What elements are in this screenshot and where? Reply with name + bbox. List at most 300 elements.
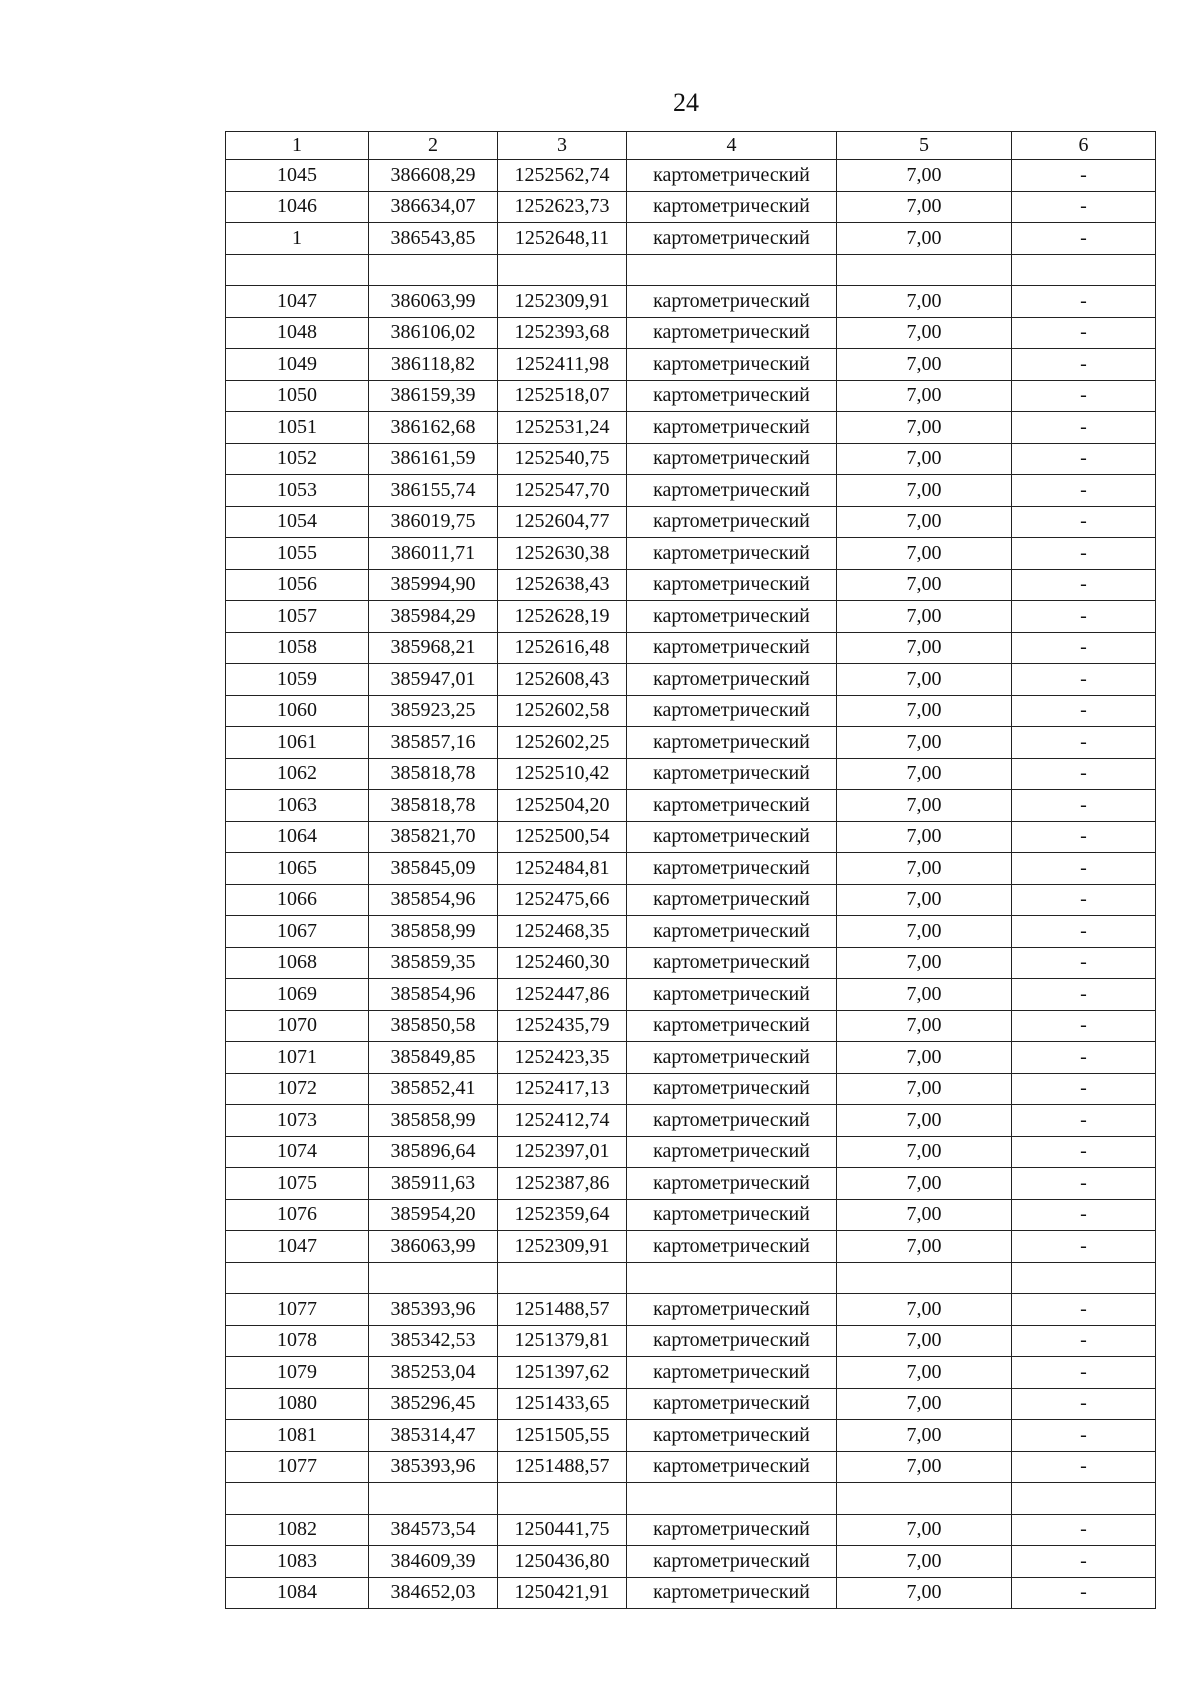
point-number-cell: 1055 bbox=[226, 538, 369, 570]
note-cell: - bbox=[1012, 475, 1156, 507]
point-number-cell: 1 bbox=[226, 223, 369, 255]
accuracy-cell: 7,00 bbox=[837, 1294, 1012, 1326]
note-cell: - bbox=[1012, 1168, 1156, 1200]
y-coordinate-cell: 1252623,73 bbox=[498, 191, 627, 223]
accuracy-cell: 7,00 bbox=[837, 758, 1012, 790]
x-coordinate-cell: 385923,25 bbox=[369, 695, 498, 727]
note-cell bbox=[1012, 254, 1156, 286]
note-cell: - bbox=[1012, 349, 1156, 381]
y-coordinate-cell: 1252616,48 bbox=[498, 632, 627, 664]
method-cell: картометрический bbox=[627, 632, 837, 664]
table-row bbox=[226, 317, 1156, 349]
point-number-cell: 1054 bbox=[226, 506, 369, 538]
method-cell bbox=[627, 1483, 837, 1515]
method-cell: картометрический bbox=[627, 569, 837, 601]
accuracy-cell: 7,00 bbox=[837, 1231, 1012, 1263]
table-row bbox=[226, 1420, 1156, 1452]
point-number-cell: 1065 bbox=[226, 853, 369, 885]
accuracy-cell bbox=[837, 254, 1012, 286]
point-number-cell: 1076 bbox=[226, 1199, 369, 1231]
method-cell: картометрический bbox=[627, 1042, 837, 1074]
table-row bbox=[226, 349, 1156, 381]
point-number-cell: 1047 bbox=[226, 1231, 369, 1263]
note-cell: - bbox=[1012, 1136, 1156, 1168]
y-coordinate-cell: 1252309,91 bbox=[498, 286, 627, 318]
table-row bbox=[226, 853, 1156, 885]
y-coordinate-cell: 1252604,77 bbox=[498, 506, 627, 538]
y-coordinate-cell: 1252359,64 bbox=[498, 1199, 627, 1231]
accuracy-cell: 7,00 bbox=[837, 1168, 1012, 1200]
point-number-cell: 1062 bbox=[226, 758, 369, 790]
point-number-cell: 1053 bbox=[226, 475, 369, 507]
note-cell: - bbox=[1012, 821, 1156, 853]
accuracy-cell: 7,00 bbox=[837, 1010, 1012, 1042]
note-cell: - bbox=[1012, 979, 1156, 1011]
table-row bbox=[226, 506, 1156, 538]
y-coordinate-cell: 1252397,01 bbox=[498, 1136, 627, 1168]
accuracy-cell: 7,00 bbox=[837, 632, 1012, 664]
method-cell: картометрический bbox=[627, 947, 837, 979]
y-coordinate-cell: 1252417,13 bbox=[498, 1073, 627, 1105]
note-cell: - bbox=[1012, 1231, 1156, 1263]
point-number-cell: 1074 bbox=[226, 1136, 369, 1168]
method-cell: картометрический bbox=[627, 979, 837, 1011]
column-number-2: 2 bbox=[369, 132, 498, 160]
x-coordinate-cell: 384652,03 bbox=[369, 1577, 498, 1609]
point-number-cell: 1056 bbox=[226, 569, 369, 601]
point-number-cell: 1072 bbox=[226, 1073, 369, 1105]
x-coordinate-cell: 385858,99 bbox=[369, 1105, 498, 1137]
x-coordinate-cell: 385954,20 bbox=[369, 1199, 498, 1231]
table-row bbox=[226, 1105, 1156, 1137]
accuracy-cell: 7,00 bbox=[837, 286, 1012, 318]
column-number-5: 5 bbox=[837, 132, 1012, 160]
accuracy-cell: 7,00 bbox=[837, 317, 1012, 349]
method-cell bbox=[627, 254, 837, 286]
accuracy-cell: 7,00 bbox=[837, 475, 1012, 507]
note-cell: - bbox=[1012, 664, 1156, 696]
table-row bbox=[226, 538, 1156, 570]
accuracy-cell: 7,00 bbox=[837, 853, 1012, 885]
method-cell: картометрический bbox=[627, 1357, 837, 1389]
table-row bbox=[226, 1010, 1156, 1042]
x-coordinate-cell: 385818,78 bbox=[369, 790, 498, 822]
method-cell: картометрический bbox=[627, 538, 837, 570]
table-row bbox=[226, 632, 1156, 664]
x-coordinate-cell: 386162,68 bbox=[369, 412, 498, 444]
note-cell: - bbox=[1012, 1514, 1156, 1546]
point-number-cell: 1047 bbox=[226, 286, 369, 318]
table-row bbox=[226, 916, 1156, 948]
x-coordinate-cell bbox=[369, 1483, 498, 1515]
point-number-cell: 1075 bbox=[226, 1168, 369, 1200]
table-row bbox=[226, 1199, 1156, 1231]
table-row bbox=[226, 1294, 1156, 1326]
y-coordinate-cell: 1252540,75 bbox=[498, 443, 627, 475]
point-number-cell: 1045 bbox=[226, 160, 369, 192]
table-row bbox=[226, 1042, 1156, 1074]
x-coordinate-cell: 385896,64 bbox=[369, 1136, 498, 1168]
accuracy-cell: 7,00 bbox=[837, 1325, 1012, 1357]
table-row bbox=[226, 758, 1156, 790]
table-row bbox=[226, 727, 1156, 759]
accuracy-cell bbox=[837, 1262, 1012, 1294]
x-coordinate-cell: 385253,04 bbox=[369, 1357, 498, 1389]
x-coordinate-cell: 384573,54 bbox=[369, 1514, 498, 1546]
y-coordinate-cell: 1252547,70 bbox=[498, 475, 627, 507]
method-cell: картометрический bbox=[627, 790, 837, 822]
point-number-cell: 1071 bbox=[226, 1042, 369, 1074]
method-cell: картометрический bbox=[627, 443, 837, 475]
table-row bbox=[226, 412, 1156, 444]
table-row bbox=[226, 1136, 1156, 1168]
x-coordinate-cell bbox=[369, 254, 498, 286]
note-cell: - bbox=[1012, 790, 1156, 822]
x-coordinate-cell: 386063,99 bbox=[369, 1231, 498, 1263]
table-row bbox=[226, 569, 1156, 601]
method-cell: картометрический bbox=[627, 1294, 837, 1326]
y-coordinate-cell: 1252608,43 bbox=[498, 664, 627, 696]
method-cell: картометрический bbox=[627, 1168, 837, 1200]
method-cell: картометрический bbox=[627, 727, 837, 759]
point-number-cell: 1073 bbox=[226, 1105, 369, 1137]
table-row bbox=[226, 601, 1156, 633]
accuracy-cell: 7,00 bbox=[837, 916, 1012, 948]
method-cell: картометрический bbox=[627, 1010, 837, 1042]
x-coordinate-cell: 385968,21 bbox=[369, 632, 498, 664]
note-cell: - bbox=[1012, 380, 1156, 412]
table-row bbox=[226, 1231, 1156, 1263]
x-coordinate-cell: 385849,85 bbox=[369, 1042, 498, 1074]
contour-separator-row bbox=[226, 1483, 1156, 1515]
y-coordinate-cell: 1252531,24 bbox=[498, 412, 627, 444]
accuracy-cell: 7,00 bbox=[837, 601, 1012, 633]
x-coordinate-cell: 385857,16 bbox=[369, 727, 498, 759]
column-number-6: 6 bbox=[1012, 132, 1156, 160]
y-coordinate-cell: 1250441,75 bbox=[498, 1514, 627, 1546]
accuracy-cell: 7,00 bbox=[837, 506, 1012, 538]
method-cell: картометрический bbox=[627, 1577, 837, 1609]
note-cell: - bbox=[1012, 1325, 1156, 1357]
y-coordinate-cell: 1252510,42 bbox=[498, 758, 627, 790]
accuracy-cell: 7,00 bbox=[837, 1136, 1012, 1168]
x-coordinate-cell: 385859,35 bbox=[369, 947, 498, 979]
x-coordinate-cell: 386159,39 bbox=[369, 380, 498, 412]
x-coordinate-cell: 386106,02 bbox=[369, 317, 498, 349]
note-cell: - bbox=[1012, 223, 1156, 255]
column-number-row bbox=[226, 132, 1156, 160]
method-cell: картометрический bbox=[627, 821, 837, 853]
accuracy-cell: 7,00 bbox=[837, 1577, 1012, 1609]
x-coordinate-cell: 385296,45 bbox=[369, 1388, 498, 1420]
y-coordinate-cell bbox=[498, 254, 627, 286]
method-cell: картометрический bbox=[627, 223, 837, 255]
table-row bbox=[226, 1514, 1156, 1546]
point-number-cell: 1082 bbox=[226, 1514, 369, 1546]
accuracy-cell: 7,00 bbox=[837, 1073, 1012, 1105]
y-coordinate-cell: 1252447,86 bbox=[498, 979, 627, 1011]
method-cell: картометрический bbox=[627, 1451, 837, 1483]
table-row bbox=[226, 1168, 1156, 1200]
x-coordinate-cell: 385850,58 bbox=[369, 1010, 498, 1042]
accuracy-cell: 7,00 bbox=[837, 884, 1012, 916]
y-coordinate-cell: 1252475,66 bbox=[498, 884, 627, 916]
point-number-cell: 1068 bbox=[226, 947, 369, 979]
note-cell: - bbox=[1012, 1388, 1156, 1420]
x-coordinate-cell: 385314,47 bbox=[369, 1420, 498, 1452]
x-coordinate-cell: 385854,96 bbox=[369, 884, 498, 916]
point-number-cell: 1052 bbox=[226, 443, 369, 475]
y-coordinate-cell: 1252468,35 bbox=[498, 916, 627, 948]
x-coordinate-cell: 386161,59 bbox=[369, 443, 498, 475]
method-cell: картометрический bbox=[627, 286, 837, 318]
x-coordinate-cell: 385984,29 bbox=[369, 601, 498, 633]
y-coordinate-cell bbox=[498, 1483, 627, 1515]
accuracy-cell: 7,00 bbox=[837, 695, 1012, 727]
note-cell: - bbox=[1012, 443, 1156, 475]
accuracy-cell: 7,00 bbox=[837, 1357, 1012, 1389]
point-number-cell bbox=[226, 1262, 369, 1294]
x-coordinate-cell: 386608,29 bbox=[369, 160, 498, 192]
accuracy-cell bbox=[837, 1483, 1012, 1515]
x-coordinate-cell: 386118,82 bbox=[369, 349, 498, 381]
note-cell: - bbox=[1012, 947, 1156, 979]
point-number-cell: 1059 bbox=[226, 664, 369, 696]
note-cell: - bbox=[1012, 1577, 1156, 1609]
note-cell: - bbox=[1012, 1010, 1156, 1042]
accuracy-cell: 7,00 bbox=[837, 1042, 1012, 1074]
x-coordinate-cell: 385845,09 bbox=[369, 853, 498, 885]
accuracy-cell: 7,00 bbox=[837, 412, 1012, 444]
point-number-cell: 1046 bbox=[226, 191, 369, 223]
table-row bbox=[226, 821, 1156, 853]
point-number-cell: 1064 bbox=[226, 821, 369, 853]
table-row bbox=[226, 1388, 1156, 1420]
point-number-cell: 1049 bbox=[226, 349, 369, 381]
note-cell: - bbox=[1012, 1042, 1156, 1074]
note-cell: - bbox=[1012, 191, 1156, 223]
accuracy-cell: 7,00 bbox=[837, 790, 1012, 822]
note-cell: - bbox=[1012, 1451, 1156, 1483]
y-coordinate-cell: 1252423,35 bbox=[498, 1042, 627, 1074]
note-cell: - bbox=[1012, 853, 1156, 885]
y-coordinate-cell: 1251488,57 bbox=[498, 1451, 627, 1483]
y-coordinate-cell: 1252638,43 bbox=[498, 569, 627, 601]
accuracy-cell: 7,00 bbox=[837, 1199, 1012, 1231]
y-coordinate-cell: 1251397,62 bbox=[498, 1357, 627, 1389]
y-coordinate-cell: 1252500,54 bbox=[498, 821, 627, 853]
note-cell: - bbox=[1012, 1073, 1156, 1105]
note-cell: - bbox=[1012, 1546, 1156, 1578]
method-cell: картометрический bbox=[627, 695, 837, 727]
point-number-cell: 1057 bbox=[226, 601, 369, 633]
table-row bbox=[226, 790, 1156, 822]
table-row bbox=[226, 979, 1156, 1011]
x-coordinate-cell: 386063,99 bbox=[369, 286, 498, 318]
y-coordinate-cell: 1252562,74 bbox=[498, 160, 627, 192]
table-row bbox=[226, 1577, 1156, 1609]
method-cell: картометрический bbox=[627, 317, 837, 349]
y-coordinate-cell: 1252484,81 bbox=[498, 853, 627, 885]
table-row bbox=[226, 1451, 1156, 1483]
point-number-cell: 1067 bbox=[226, 916, 369, 948]
point-number-cell: 1070 bbox=[226, 1010, 369, 1042]
note-cell: - bbox=[1012, 727, 1156, 759]
method-cell: картометрический bbox=[627, 349, 837, 381]
y-coordinate-cell: 1250436,80 bbox=[498, 1546, 627, 1578]
x-coordinate-cell: 385854,96 bbox=[369, 979, 498, 1011]
method-cell: картометрический bbox=[627, 1105, 837, 1137]
accuracy-cell: 7,00 bbox=[837, 821, 1012, 853]
x-coordinate-cell: 385994,90 bbox=[369, 569, 498, 601]
note-cell: - bbox=[1012, 1105, 1156, 1137]
method-cell: картометрический bbox=[627, 601, 837, 633]
table-row bbox=[226, 191, 1156, 223]
table-row bbox=[226, 884, 1156, 916]
note-cell: - bbox=[1012, 160, 1156, 192]
point-number-cell: 1081 bbox=[226, 1420, 369, 1452]
y-coordinate-cell: 1252387,86 bbox=[498, 1168, 627, 1200]
table-row bbox=[226, 1546, 1156, 1578]
point-number-cell: 1078 bbox=[226, 1325, 369, 1357]
accuracy-cell: 7,00 bbox=[837, 1546, 1012, 1578]
x-coordinate-cell: 385393,96 bbox=[369, 1294, 498, 1326]
point-number-cell: 1069 bbox=[226, 979, 369, 1011]
accuracy-cell: 7,00 bbox=[837, 538, 1012, 570]
table-row bbox=[226, 947, 1156, 979]
point-number-cell: 1058 bbox=[226, 632, 369, 664]
y-coordinate-cell: 1252435,79 bbox=[498, 1010, 627, 1042]
contour-separator-row bbox=[226, 254, 1156, 286]
note-cell: - bbox=[1012, 632, 1156, 664]
x-coordinate-cell: 386011,71 bbox=[369, 538, 498, 570]
accuracy-cell: 7,00 bbox=[837, 160, 1012, 192]
note-cell: - bbox=[1012, 317, 1156, 349]
point-number-cell: 1080 bbox=[226, 1388, 369, 1420]
method-cell bbox=[627, 1262, 837, 1294]
x-coordinate-cell: 385858,99 bbox=[369, 916, 498, 948]
table-row bbox=[226, 1357, 1156, 1389]
note-cell: - bbox=[1012, 286, 1156, 318]
accuracy-cell: 7,00 bbox=[837, 1105, 1012, 1137]
x-coordinate-cell: 385947,01 bbox=[369, 664, 498, 696]
column-number-1: 1 bbox=[226, 132, 369, 160]
y-coordinate-cell: 1252309,91 bbox=[498, 1231, 627, 1263]
table-row bbox=[226, 695, 1156, 727]
method-cell: картометрический bbox=[627, 1388, 837, 1420]
y-coordinate-cell: 1251379,81 bbox=[498, 1325, 627, 1357]
method-cell: картометрический bbox=[627, 380, 837, 412]
accuracy-cell: 7,00 bbox=[837, 569, 1012, 601]
point-number-cell bbox=[226, 1483, 369, 1515]
method-cell: картометрический bbox=[627, 1325, 837, 1357]
note-cell: - bbox=[1012, 758, 1156, 790]
y-coordinate-cell: 1252518,07 bbox=[498, 380, 627, 412]
y-coordinate-cell: 1252504,20 bbox=[498, 790, 627, 822]
accuracy-cell: 7,00 bbox=[837, 223, 1012, 255]
x-coordinate-cell: 385393,96 bbox=[369, 1451, 498, 1483]
page-number: 24 bbox=[673, 88, 699, 117]
table-row bbox=[226, 443, 1156, 475]
point-number-cell: 1061 bbox=[226, 727, 369, 759]
point-number-cell bbox=[226, 254, 369, 286]
note-cell: - bbox=[1012, 1294, 1156, 1326]
table-row bbox=[226, 664, 1156, 696]
note-cell: - bbox=[1012, 506, 1156, 538]
x-coordinate-cell: 386634,07 bbox=[369, 191, 498, 223]
y-coordinate-cell: 1251488,57 bbox=[498, 1294, 627, 1326]
accuracy-cell: 7,00 bbox=[837, 380, 1012, 412]
note-cell: - bbox=[1012, 569, 1156, 601]
note-cell bbox=[1012, 1262, 1156, 1294]
point-number-cell: 1083 bbox=[226, 1546, 369, 1578]
note-cell: - bbox=[1012, 916, 1156, 948]
accuracy-cell: 7,00 bbox=[837, 1388, 1012, 1420]
y-coordinate-cell bbox=[498, 1262, 627, 1294]
method-cell: картометрический bbox=[627, 1546, 837, 1578]
note-cell: - bbox=[1012, 884, 1156, 916]
method-cell: картометрический bbox=[627, 758, 837, 790]
accuracy-cell: 7,00 bbox=[837, 947, 1012, 979]
accuracy-cell: 7,00 bbox=[837, 443, 1012, 475]
note-cell: - bbox=[1012, 1420, 1156, 1452]
y-coordinate-cell: 1252393,68 bbox=[498, 317, 627, 349]
point-number-cell: 1084 bbox=[226, 1577, 369, 1609]
point-number-cell: 1079 bbox=[226, 1357, 369, 1389]
method-cell: картометрический bbox=[627, 916, 837, 948]
note-cell bbox=[1012, 1483, 1156, 1515]
method-cell: картометрический bbox=[627, 1514, 837, 1546]
method-cell: картометрический bbox=[627, 160, 837, 192]
accuracy-cell: 7,00 bbox=[837, 979, 1012, 1011]
accuracy-cell: 7,00 bbox=[837, 191, 1012, 223]
method-cell: картометрический bbox=[627, 1136, 837, 1168]
y-coordinate-cell: 1252460,30 bbox=[498, 947, 627, 979]
x-coordinate-cell: 386543,85 bbox=[369, 223, 498, 255]
note-cell: - bbox=[1012, 538, 1156, 570]
accuracy-cell: 7,00 bbox=[837, 349, 1012, 381]
y-coordinate-cell: 1252412,74 bbox=[498, 1105, 627, 1137]
accuracy-cell: 7,00 bbox=[837, 727, 1012, 759]
y-coordinate-cell: 1252630,38 bbox=[498, 538, 627, 570]
table-row bbox=[226, 223, 1156, 255]
y-coordinate-cell: 1252602,25 bbox=[498, 727, 627, 759]
x-coordinate-cell: 386019,75 bbox=[369, 506, 498, 538]
method-cell: картометрический bbox=[627, 884, 837, 916]
y-coordinate-cell: 1251433,65 bbox=[498, 1388, 627, 1420]
method-cell: картометрический bbox=[627, 1231, 837, 1263]
point-number-cell: 1050 bbox=[226, 380, 369, 412]
point-number-cell: 1066 bbox=[226, 884, 369, 916]
x-coordinate-cell: 385342,53 bbox=[369, 1325, 498, 1357]
note-cell: - bbox=[1012, 1357, 1156, 1389]
accuracy-cell: 7,00 bbox=[837, 1451, 1012, 1483]
column-number-3: 3 bbox=[498, 132, 627, 160]
point-number-cell: 1060 bbox=[226, 695, 369, 727]
x-coordinate-cell: 385852,41 bbox=[369, 1073, 498, 1105]
y-coordinate-cell: 1252628,19 bbox=[498, 601, 627, 633]
coordinates-table-body bbox=[226, 132, 1156, 1609]
method-cell: картометрический bbox=[627, 412, 837, 444]
y-coordinate-cell: 1252411,98 bbox=[498, 349, 627, 381]
x-coordinate-cell: 386155,74 bbox=[369, 475, 498, 507]
point-number-cell: 1077 bbox=[226, 1451, 369, 1483]
y-coordinate-cell: 1250421,91 bbox=[498, 1577, 627, 1609]
note-cell: - bbox=[1012, 1199, 1156, 1231]
table-row bbox=[226, 380, 1156, 412]
column-number-4: 4 bbox=[627, 132, 837, 160]
table-row bbox=[226, 475, 1156, 507]
